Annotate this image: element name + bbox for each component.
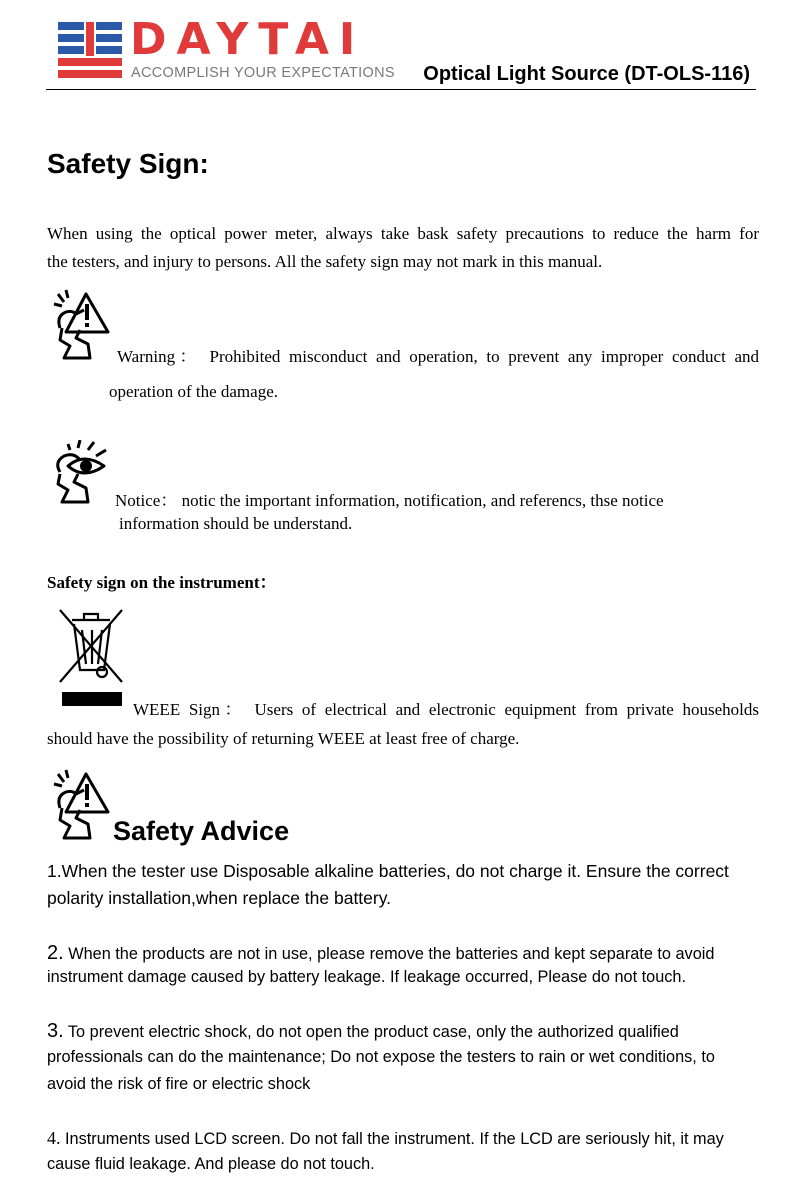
instrument-sign-heading: Safety sign on the instrument： <box>47 573 277 592</box>
intro-line: When using the optical power meter, always take bask safety precautions to reduce the harm for <box>47 224 759 243</box>
warning-description: Warning： Prohibited misconduct and operation, to prevent any improper conduct and <box>117 347 759 366</box>
weee-crossed-bin-icon <box>56 606 126 709</box>
advice-item-4 <box>47 1128 724 1149</box>
advice-item-3-cont: professionals can do the maintenance; Do not expose the testers to rain or wet conditions, to <box>47 1048 715 1066</box>
intro-line: the testers, and injury to persons. All the safety sign may not mark in this manual. <box>47 252 603 271</box>
advice-number: 1. <box>47 861 62 881</box>
advice-item-4-cont: cause fluid leakage. And please do not touch. <box>47 1155 375 1173</box>
advice-number: 3. <box>47 1020 64 1042</box>
intro-paragraph <box>47 220 759 276</box>
advice-item-1 <box>47 861 761 882</box>
safety-sign-heading: Safety Sign: <box>47 148 209 179</box>
weee-description: WEEE Sign： Users of electrical and electronic equipment from private households <box>133 700 759 719</box>
header-divider <box>46 89 756 90</box>
weee-description-cont: should have the possibility of returning WEEE at least free of charge. <box>47 729 520 748</box>
advice-item-2-cont: instrument damage caused by battery leakage. If leakage occurred, Please do not touch. <box>47 968 686 986</box>
notice-description: Notice： notic the important information, notification, and referencs, thse notice <box>115 491 664 510</box>
advice-item-3-cont: avoid the risk of fire or electric shock <box>47 1075 311 1093</box>
safety-advice-heading: Safety Advice <box>113 816 290 846</box>
notice-description-cont: information should be understand. <box>119 514 353 533</box>
advice-line: To prevent electric shock, do not open the product case, only the authorized qualified <box>63 1023 679 1041</box>
advice-number: 4. <box>47 1128 61 1148</box>
advice-item-2 <box>47 942 714 965</box>
logo-wordmark: DAYTAI <box>130 14 366 65</box>
advice-line: When the tester use Disposable alkaline batteries, do not charge it. Ensure the correct <box>61 861 729 881</box>
advice-item-3 <box>47 1020 679 1043</box>
warning-person-icon <box>50 768 112 842</box>
advice-line: When the products are not in use, please remove the batteries and kept separate to avoid <box>63 945 715 963</box>
advice-number: 2. <box>47 942 64 964</box>
notice-eye-icon <box>50 440 112 504</box>
warning-description-cont: operation of the damage. <box>109 382 278 401</box>
document-header-title: Optical Light Source (DT-OLS-116) <box>423 63 750 85</box>
advice-line: Instruments used LCD screen. Do not fall the instrument. If the LCD are seriously hit, it may <box>60 1130 724 1148</box>
logo-tagline: ACCOMPLISH YOUR EXPECTATIONS <box>131 65 395 81</box>
advice-item-text <box>47 861 729 882</box>
warning-person-icon <box>50 288 112 362</box>
advice-item-1-cont: polarity installation,when replace the battery. <box>47 888 392 908</box>
